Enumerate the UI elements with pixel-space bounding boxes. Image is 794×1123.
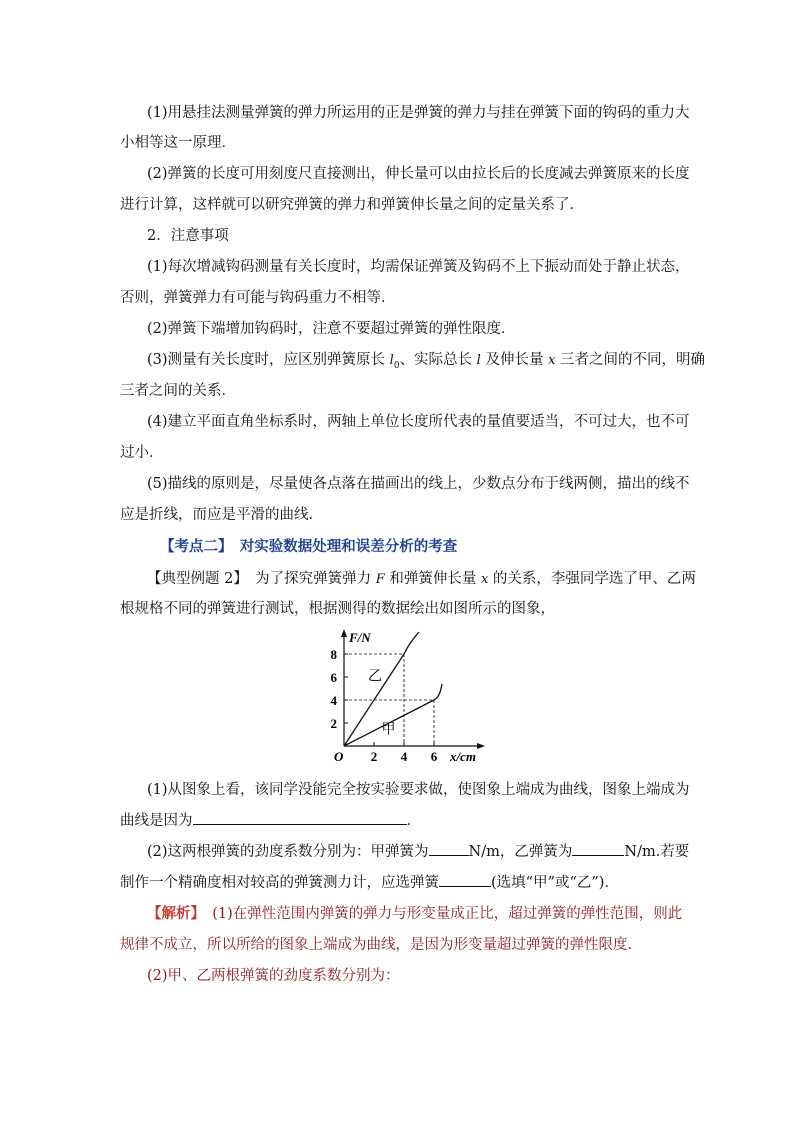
x-axis-label: x/cm xyxy=(450,749,476,764)
note1-line1: (1)每次增减钩码测量有关长度时，均需保证弹簧及钩码不上下振动而处于静止状态， xyxy=(147,259,690,275)
para1-line1: (1)用悬挂法测量弹簧的弹力所运用的正是弹簧的弹力与挂在弹簧下面的钩码的重力大 xyxy=(147,105,690,121)
y-tick-label: 2 xyxy=(330,716,337,731)
question2-line2: 制作一个精确度相对较高的弹簧测力计，应选弹簧 (选填“甲”或“乙”)． xyxy=(120,872,619,893)
answer-blank-jia[interactable] xyxy=(429,841,469,856)
y-axis-label: F/N xyxy=(349,630,371,645)
origin-label: O xyxy=(334,749,344,764)
y-tick-label: 6 xyxy=(330,670,337,685)
answer-blank-1[interactable] xyxy=(193,810,407,825)
note5-line1: (5)描线的原则是，尽量使各点落在描画出的线上，少数点分布于线两侧，描出的线不 xyxy=(147,476,690,492)
section-heading: 【考点二】 对实验数据处理和误差分析的考查 xyxy=(160,539,458,555)
analysis-line3: (2)甲、乙两根弹簧的劲度系数分别为： xyxy=(147,968,400,984)
analysis-line1: 【解析】 (1)在弹性范围内弹簧的弹力与形变量成正比，超过弹簧的弹性范围，则此 xyxy=(147,906,683,922)
note4-line1: (4)建立平面直角坐标系时，两轴上单位长度所代表的量值要适当，不可过大，也不可 xyxy=(147,414,690,430)
example-line1: 【典型例题 2】 为了探究弹簧弹力 F 和弹簧伸长量 x 的关系，李强同学选了甲、乙两 xyxy=(147,571,696,587)
question2-line1: (2)这两根弹簧的劲度系数分别为：甲弹簧为 N/m，乙弹簧为 N/m.若要 xyxy=(147,841,689,862)
y-tick-label: 4 xyxy=(330,693,337,708)
question1-line2: 曲线是因为 ． xyxy=(120,810,421,831)
example-line2: 根规格不同的弹簧进行测试，根据测得的数据绘出如图所示的图象， xyxy=(120,601,555,617)
y-axis-arrow xyxy=(341,629,347,637)
para2-line2: 进行计算，这样就可以研究弹簧的弹力和弹簧伸长量之间的定量关系了． xyxy=(120,197,584,213)
analysis-line2: 规律不成立，所以所给的图象上端成为曲线，是因为形变量超过弹簧的弹性限度． xyxy=(120,937,642,953)
force-extension-chart xyxy=(320,625,490,770)
para2-line1: (2)弹簧的长度可用刻度尺直接测出，伸长量可以由拉长后的长度减去弹簧原来的长度 xyxy=(147,166,690,182)
para1-line2: 小相等这一原理． xyxy=(120,135,236,151)
y-tick-label: 8 xyxy=(330,647,337,662)
x-tick-label: 2 xyxy=(370,749,378,764)
question1-line1: (1)从图象上看，该同学没能完全按实验要求做，使图象上端成为曲线，图象上端成为 xyxy=(147,782,690,798)
heading-notes: 2．注意事项 xyxy=(147,228,229,244)
note1-line2: 否则，弹簧弹力有可能与钩码重力不相等． xyxy=(120,290,396,306)
answer-blank-choice[interactable] xyxy=(439,872,491,887)
note5-line2: 应是折线，而应是平滑的曲线． xyxy=(120,507,323,523)
answer-blank-yi[interactable] xyxy=(572,841,624,856)
note3-line1: (3)测量有关长度时，应区别弹簧原长 $l_0$、实际总长 l 及伸长量 x 三者之间的不同，明确 xyxy=(147,352,706,371)
note2: (2)弹簧下端增加钩码时，注意不要超过弹簧的弹性限度． xyxy=(147,321,516,337)
series-label-yi: 乙 xyxy=(368,669,382,685)
series-label-jia: 甲 xyxy=(381,722,396,738)
note4-line2: 过小． xyxy=(120,445,164,461)
x-tick-label: 4 xyxy=(400,749,408,764)
x-tick-label: 6 xyxy=(430,749,438,764)
note3-line2: 三者之间的关系． xyxy=(120,383,236,399)
x-axis-arrow xyxy=(477,743,485,749)
